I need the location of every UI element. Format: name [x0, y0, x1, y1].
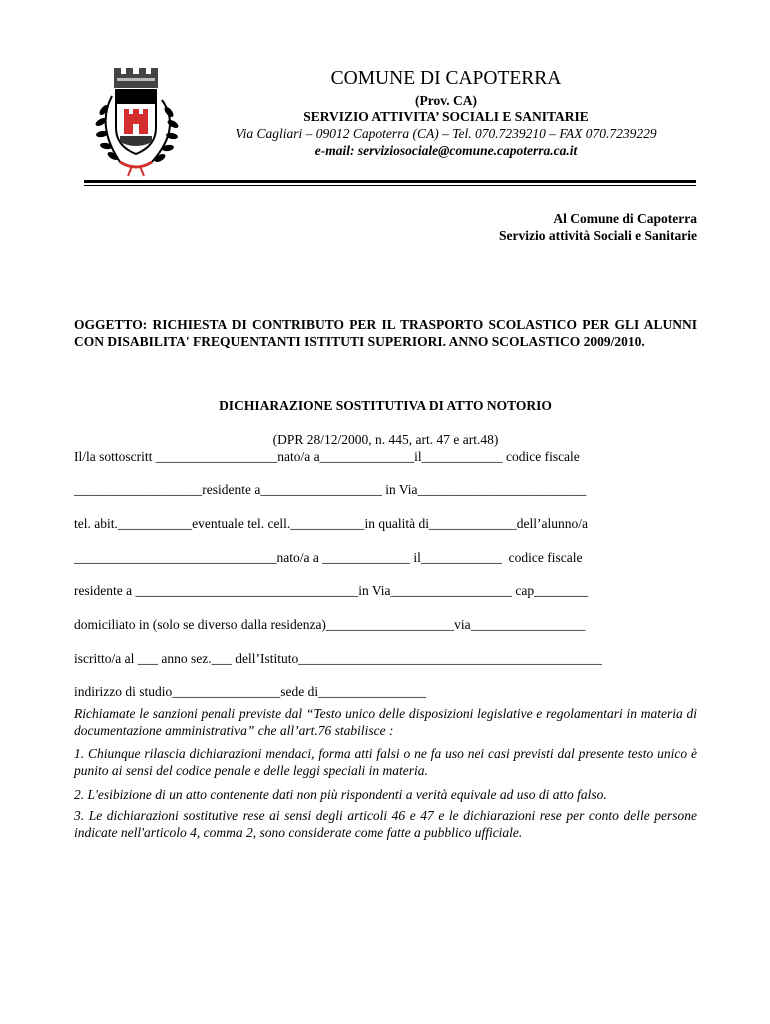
coat-of-arms-icon [86, 66, 190, 184]
form-line-student-residence[interactable]: residente a _________________________________in Via__________________ cap________ [74, 583, 589, 598]
subject-heading: OGGETTO: RICHIESTA DI CONTRIBUTO PER IL TRASPORTO SCOLASTICO PER GLI ALUNNI CON DISABILITA' FREQUENTANTI ISTITUTI SUPERIORI. ANNO SCOLASTICO 2009/2010. [74, 317, 697, 349]
header-divider-thick [84, 180, 696, 183]
form-line-domicile[interactable]: domiciliato in (solo se diverso dalla residenza)___________________via_________________ [74, 617, 586, 632]
declaration-title: DICHIARAZIONE SOSTITUTIVA DI ATTO NOTORIO [219, 398, 552, 413]
recipient-line-1: Al Comune di Capoterra [553, 211, 697, 226]
form-line-applicant[interactable]: Il/la sottoscritt __________________nato/a a______________il____________ codice fiscale [74, 449, 580, 464]
recipient-line-2: Servizio attività Sociali e Sanitarie [499, 228, 697, 243]
legal-paragraph-2: 2. L'esibizione di un atto contenente dati non più rispondenti a verità equivale ad uso di atto falso. [74, 787, 607, 802]
form-line-phone[interactable]: tel. abit.___________eventuale tel. cell.___________in qualità di_____________dell’alunno/a [74, 516, 589, 531]
form-line-school-enrollment[interactable]: iscritto/a al ___ anno sez.___ dell’Istituto_____________________________________________ [74, 651, 602, 666]
declaration-reference: (DPR 28/12/2000, n. 445, art. 47 e art.48) [272, 432, 499, 447]
header-divider-thin [84, 185, 696, 186]
province: (Prov. CA) [415, 93, 477, 108]
legal-paragraph-intro: Richiamate le sanzioni penali previste dal “Testo unico delle disposizioni legislative e regolamentari in materia di documentazione amministrativa” che all’art.76 stabilisce : [74, 706, 697, 738]
legal-paragraph-3: 3. Le dichiarazioni sostitutive rese ai sensi degli articoli 46 e 47 e le dichiarazioni rese per conto delle persone indicate nell'articolo 4, comma 2, sono considerate come fatte a pubblico ufficiale. [74, 808, 697, 840]
office-email: e-mail: serviziosociale@comune.capoterra.ca.it [314, 143, 578, 158]
office-address: Via Cagliari – 09012 Capoterra (CA) – Tel. 070.7239210 – FAX 070.7239229 [235, 126, 657, 141]
form-line-student-birth[interactable]: ______________________________nato/a a _____________ il____________ codice fiscale [74, 550, 583, 565]
service-name: SERVIZIO ATTIVITA’ SOCIALI E SANITARIE [303, 109, 589, 124]
municipality-name: COMUNE DI CAPOTERRA [330, 68, 562, 89]
legal-paragraph-1: 1. Chiunque rilascia dichiarazioni mendaci, forma atti falsi o ne fa uso nei casi previsti dal presente testo unico è punito ai sensi del codice penale e delle leggi speciali in materia. [74, 746, 697, 778]
form-line-school-address[interactable]: indirizzo di studio________________sede di________________ [74, 684, 427, 699]
form-line-residence[interactable]: ___________________residente a__________________ in Via_________________________ [74, 482, 587, 497]
